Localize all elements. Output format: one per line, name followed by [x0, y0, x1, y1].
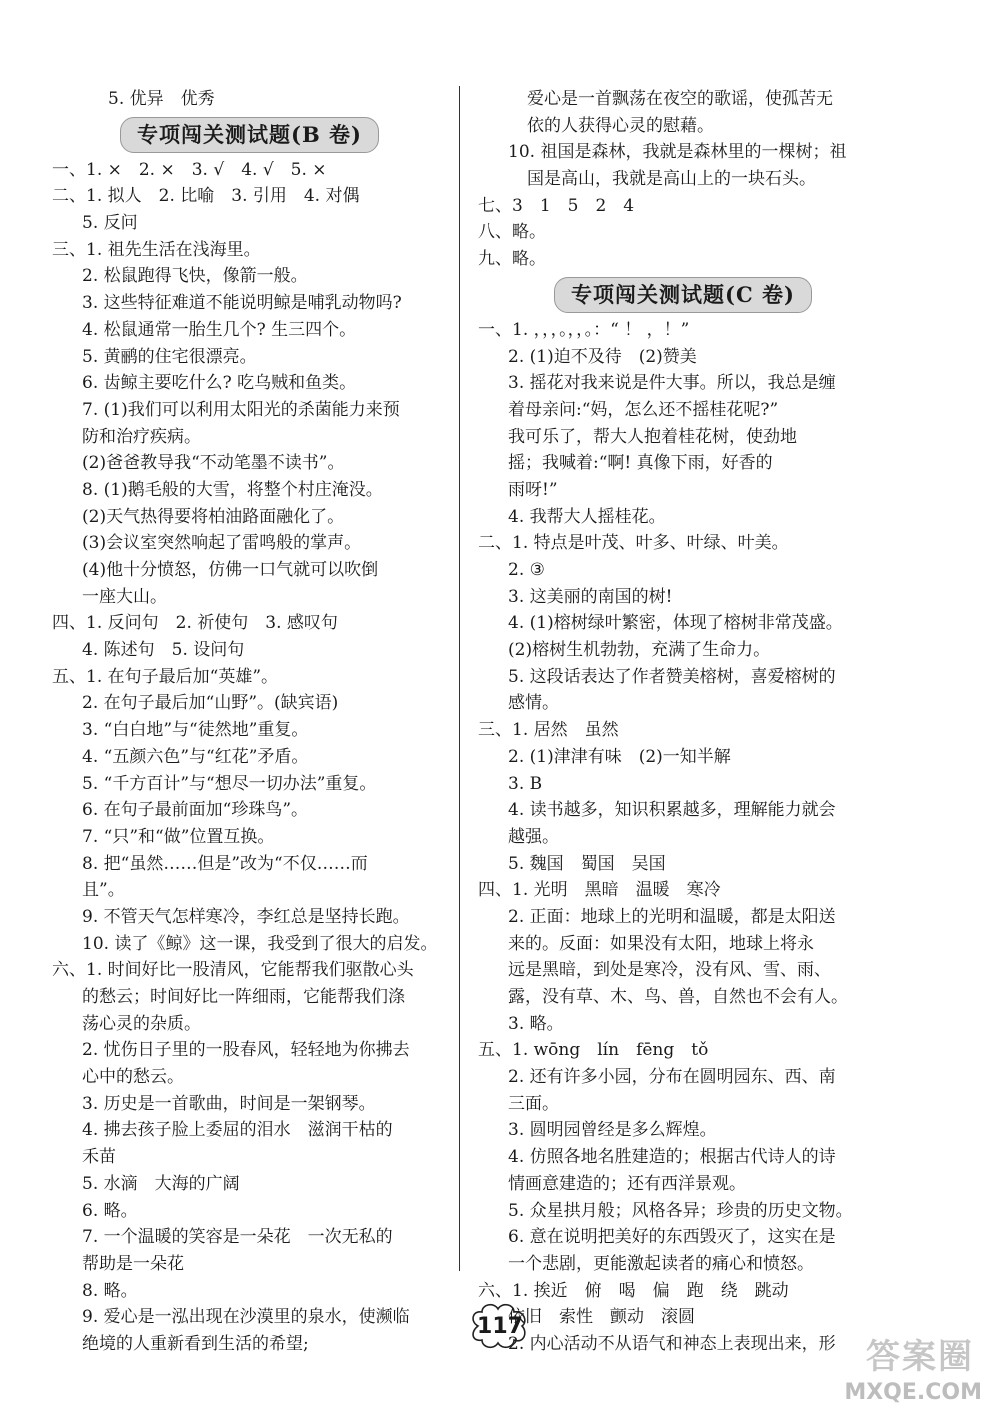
answer-line: 六、1. 挨近 俯 喝 偏 跑 绕 跳动 [478, 1280, 789, 1301]
answer-line: 5. 黄鹂的住宅很漂亮。 [82, 346, 257, 367]
answer-line: 雨呀!” [508, 479, 558, 500]
column-divider [459, 86, 460, 1271]
answer-line: 依的人获得心灵的慰藉。 [527, 115, 714, 136]
answer-line: 爱心是一首飘荡在夜空的歌谣，使孤苦无 [527, 89, 833, 109]
answer-line: 5. “千方百计”与“想尽一切办法”重复。 [82, 773, 377, 794]
left-column [52, 86, 447, 1358]
answer-line: 一个悲剧，更能激起读者的痛心和愤怒。 [508, 1253, 814, 1274]
answer-line: (3)会议室突然响起了雷鸣般的掌声。 [82, 533, 362, 554]
answer-line: 6. 略。 [82, 1200, 138, 1221]
section-banner-row [52, 113, 447, 157]
section-title: 专项闯关测试题(C 卷) [554, 277, 812, 313]
answer-line: 远是黑暗，到处是寒冷，没有风、雪、雨、 [508, 960, 831, 981]
page-number: 117 [477, 1313, 523, 1339]
answer-line: 3. “白白地”与“徒然地”重复。 [82, 720, 309, 741]
answer-line: 来的。反面：如果没有太阳，地球上将永 [508, 933, 814, 954]
answer-line: 四、1. 反问句 2. 祈使句 3. 感叹句 [52, 613, 338, 634]
answer-line: 3. B [508, 773, 543, 794]
answer-line: 3. 圆明园曾经是多么辉煌。 [508, 1120, 717, 1141]
answer-line: 2. 正面：地球上的光明和温暖，都是太阳送 [508, 906, 836, 927]
page-number-badge [468, 1302, 532, 1350]
answer-line: 9. 不管天气怎样寒冷，李红总是坚持长跑。 [82, 906, 410, 927]
answer-line: (2)爸爸教导我“不动笔墨不读书”。 [82, 453, 345, 474]
answer-line: 依旧 索性 颤动 滚圆 [508, 1307, 695, 1328]
answer-line: 4. 拂去孩子脸上委屈的泪水 滋润干枯的 [82, 1120, 393, 1141]
answer-line: 5. 魏国 蜀国 吴国 [508, 853, 666, 874]
answer-line: 五、1. 在句子最后加“英雄”。 [52, 666, 279, 687]
answer-line: 3. 历史是一首歌曲，时间是一架钢琴。 [82, 1093, 376, 1114]
answer-line: 荡心灵的杂质。 [82, 1013, 201, 1034]
answer-line: 5. 众星拱月般；风格各异；珍贵的历史文物。 [508, 1200, 853, 1221]
answer-line: 二、1. 特点是叶茂、叶多、叶绿、叶美。 [478, 533, 789, 554]
answer-line: 2. (1)迫不及待 (2)赞美 [508, 346, 697, 367]
answer-line: 2. ③ [508, 560, 545, 580]
answer-line: 八、略。 [478, 222, 546, 243]
answer-line: 4. 我帮大人摇桂花。 [508, 506, 666, 527]
answer-line: 6. 在句子最前面加“珍珠鸟”。 [82, 800, 309, 821]
watermark [812, 1329, 982, 1405]
answer-line: 4. 松鼠通常一胎生几个? 生三四个。 [82, 319, 357, 340]
answer-line: 5. 优异 优秀 [108, 89, 215, 109]
watermark-site: MXQE.COM [844, 1380, 982, 1405]
answer-line: 二、1. 拟人 2. 比喻 3. 引用 4. 对偶 [52, 186, 360, 207]
answer-line: 7. “只”和“做”位置互换。 [82, 826, 275, 847]
answer-line: 九、略。 [478, 249, 546, 270]
answer-line: 2. 内心活动不从语气和神态上表现出来，形 [508, 1333, 836, 1354]
answer-line: 7. (1)我们可以利用太阳光的杀菌能力来预 [82, 399, 400, 420]
answer-line: 4. “五颜六色”与“红花”矛盾。 [82, 746, 309, 767]
answer-line: 情画意建造的；还有西洋景观。 [508, 1173, 746, 1194]
answer-line: 六、1. 时间好比一股清风，它能帮我们驱散心头 [52, 960, 414, 981]
answer-line: 三面。 [508, 1093, 559, 1114]
answer-line: 6. 意在说明把美好的东西毁灭了，这实在是 [508, 1227, 836, 1248]
answer-line: 7. 一个温暖的笑容是一朵花 一次无私的 [82, 1227, 393, 1248]
answer-line: 三、1. 祖先生活在浅海里。 [52, 239, 261, 260]
answer-line: 三、1. 居然 虽然 [478, 720, 619, 741]
answer-line: 6. 齿鲸主要吃什么? 吃乌贼和鱼类。 [82, 373, 357, 394]
answer-line: 4. 仿照各地名胜建造的；根据古代诗人的诗 [508, 1147, 836, 1168]
answer-line: 2. 还有许多小园，分布在圆明园东、西、南 [508, 1067, 836, 1088]
answer-line: 禾苗 [82, 1147, 116, 1168]
answer-line: 绝境的人重新看到生活的希望; [82, 1333, 309, 1354]
answer-line: 3. 略。 [508, 1013, 564, 1034]
answer-line: 七、3 1 5 2 4 [478, 195, 635, 216]
section-banner-row [478, 273, 888, 317]
answer-line: 5. 这段话表达了作者赞美榕树，喜爱榕树的 [508, 666, 836, 687]
answer-line: 摇；我喊着:“啊! 真像下雨，好香的 [508, 453, 773, 474]
answer-line: 8. 把“虽然……但是”改为“不仅……而 [82, 853, 368, 874]
answer-line: (4)他十分愤怒，仿佛一口气就可以吹倒 [82, 560, 379, 580]
answer-line: 且”。 [82, 880, 125, 901]
answer-line: 10. 祖国是森林，我就是森林里的一棵树；祖 [508, 142, 847, 163]
answer-line: 4. (1)榕树绿叶繁密，体现了榕树非常茂盛。 [508, 613, 843, 634]
answer-line: 的愁云；时间好比一阵细雨，它能帮我们涤 [82, 987, 405, 1007]
answer-line: 感情。 [508, 693, 559, 714]
watermark-logo: 答案圈 [866, 1337, 974, 1377]
answer-line: 一座大山。 [82, 586, 167, 607]
answer-line: 防和治疗疾病。 [82, 426, 201, 447]
answer-line: (2)榕树生机勃勃，充满了生命力。 [508, 640, 771, 661]
answer-line: 一、1. ，，，。，，。：“ ！ ，！” [478, 319, 690, 340]
answer-line: 9. 爱心是一泓出现在沙漠里的泉水，使濒临 [82, 1307, 410, 1328]
answer-line: 4. 陈述句 5. 设问句 [82, 640, 245, 661]
answer-line: 帮助是一朵花 [82, 1253, 184, 1274]
answer-line: 一、1. × 2. × 3. √ 4. √ 5. × [52, 159, 327, 180]
answer-line: 2. 松鼠跑得飞快，像箭一般。 [82, 266, 308, 287]
answer-line: 2. 在句子最后加“山野”。(缺宾语) [82, 693, 339, 714]
answer-line: 四、1. 光明 黑暗 温暖 寒冷 [478, 880, 721, 901]
answer-line: 五、1. wōng lín fēng tǒ [478, 1040, 709, 1061]
answer-line: 3. 这些特征难道不能说明鲸是哺乳动物吗? [82, 293, 402, 314]
answer-line: 5. 反问 [82, 213, 138, 234]
answer-line: 2. (1)津津有味 (2)一知半解 [508, 746, 731, 767]
answer-line: 3. 这美丽的南国的树! [508, 586, 673, 607]
answer-line: 越强。 [508, 826, 559, 847]
answer-line: 3. 摇花对我来说是件大事。所以，我总是缠 [508, 373, 836, 394]
right-column [478, 86, 888, 1358]
answer-line: 露，没有草、木、鸟、兽，自然也不会有人。 [508, 987, 848, 1007]
answer-line: 心中的愁云。 [82, 1067, 184, 1088]
answer-line: 8. 略。 [82, 1280, 138, 1301]
answer-line: 10. 读了《鲸》这一课，我受到了很大的启发。 [82, 933, 438, 954]
section-title: 专项闯关测试题(B 卷) [120, 117, 379, 153]
answer-line: 着母亲问:“妈，怎么还不摇桂花呢?” [508, 399, 779, 420]
answer-line: 我可乐了，帮大人抱着桂花树，使劲地 [508, 426, 797, 447]
answer-line: 4. 读书越多，知识积累越多，理解能力就会 [508, 800, 836, 821]
answer-line: 8. (1)鹅毛般的大雪，将整个村庄淹没。 [82, 479, 383, 500]
answer-line: 5. 水滴 大海的广阔 [82, 1173, 240, 1194]
answer-line: 2. 忧伤日子里的一股春风，轻轻地为你拂去 [82, 1040, 410, 1061]
answer-line: (2)天气热得要将柏油路面融化了。 [82, 506, 345, 527]
answer-line: 国是高山，我就是高山上的一块石头。 [527, 169, 816, 190]
